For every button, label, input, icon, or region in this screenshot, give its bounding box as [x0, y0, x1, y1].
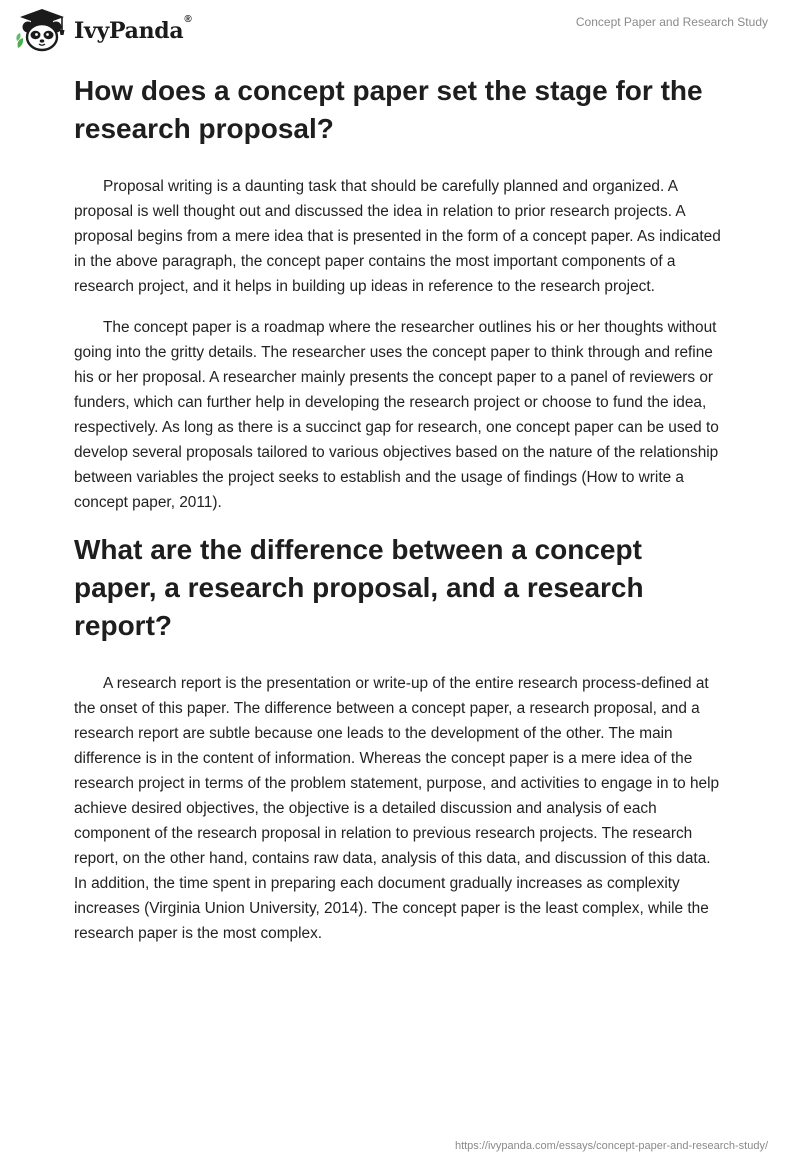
paragraph: The concept paper is a roadmap where the researcher outlines his or her thoughts without going into the gritty details. The researcher uses the concept paper to think through and refine his or her proposal. A researcher mainly presents the concept paper to a panel of reviewers or funders, which can further help in developing the research project or choose to fund the idea, respectively. As long as there is a succinct gap for research, one concept paper can be used to develop several proposals tailored to various objectives based on the nature of the relationship between variables the project seeks to establish and the usage of findings (How to write a concept paper, 2011).	[74, 319, 719, 511]
panda-graduate-icon	[14, 8, 70, 52]
running-title: Concept Paper and Research Study	[575, 15, 768, 29]
section-heading: What are the difference between a concept paper, a research proposal, and a research report?	[74, 534, 644, 641]
section-heading: How does a concept paper set the stage for the research proposal?	[74, 75, 703, 144]
paragraph: A research report is the presentation or write-up of the entire research process-defined at the onset of this paper. The difference between a concept paper, a research proposal, and a research report are subtle because one leads to the development of the other. The main difference is in the content of information. Whereas the concept paper is a mere idea of the research project in terms of the problem statement, purpose, and activities to engage in to help achieve desired objectives, the objective is a detailed discussion and analysis of each component of the research proposal in relation to previous research projects. The research report, on the other hand, contains raw data, analysis of this data, and discussion of this data. In addition, the time spent in preparing each document gradually increases as complexity increases (Virginia Union University, 2014). The concept paper is the least complex, while the research paper is the most complex.	[74, 675, 720, 942]
registered-mark: ®	[184, 14, 192, 25]
page-header	[0, 0, 800, 60]
paragraph: Proposal writing is a daunting task that should be carefully planned and organized. A proposal is well thought out and discussed the idea in relation to prior research projects. A proposal begins from a mere idea that is presented in the form of a concept paper. As indicated in the above paragraph, the concept paper contains the most important components of a research project, and it helps in building up ideas in reference to the research project.	[74, 178, 721, 295]
source-url[interactable]: https://ivypanda.com/essays/concept-paper-and-research-study/	[454, 1140, 768, 1152]
ivypanda-logo[interactable]	[14, 8, 191, 52]
article-body	[74, 72, 726, 962]
brand-name: IvyPanda®	[74, 14, 192, 44]
